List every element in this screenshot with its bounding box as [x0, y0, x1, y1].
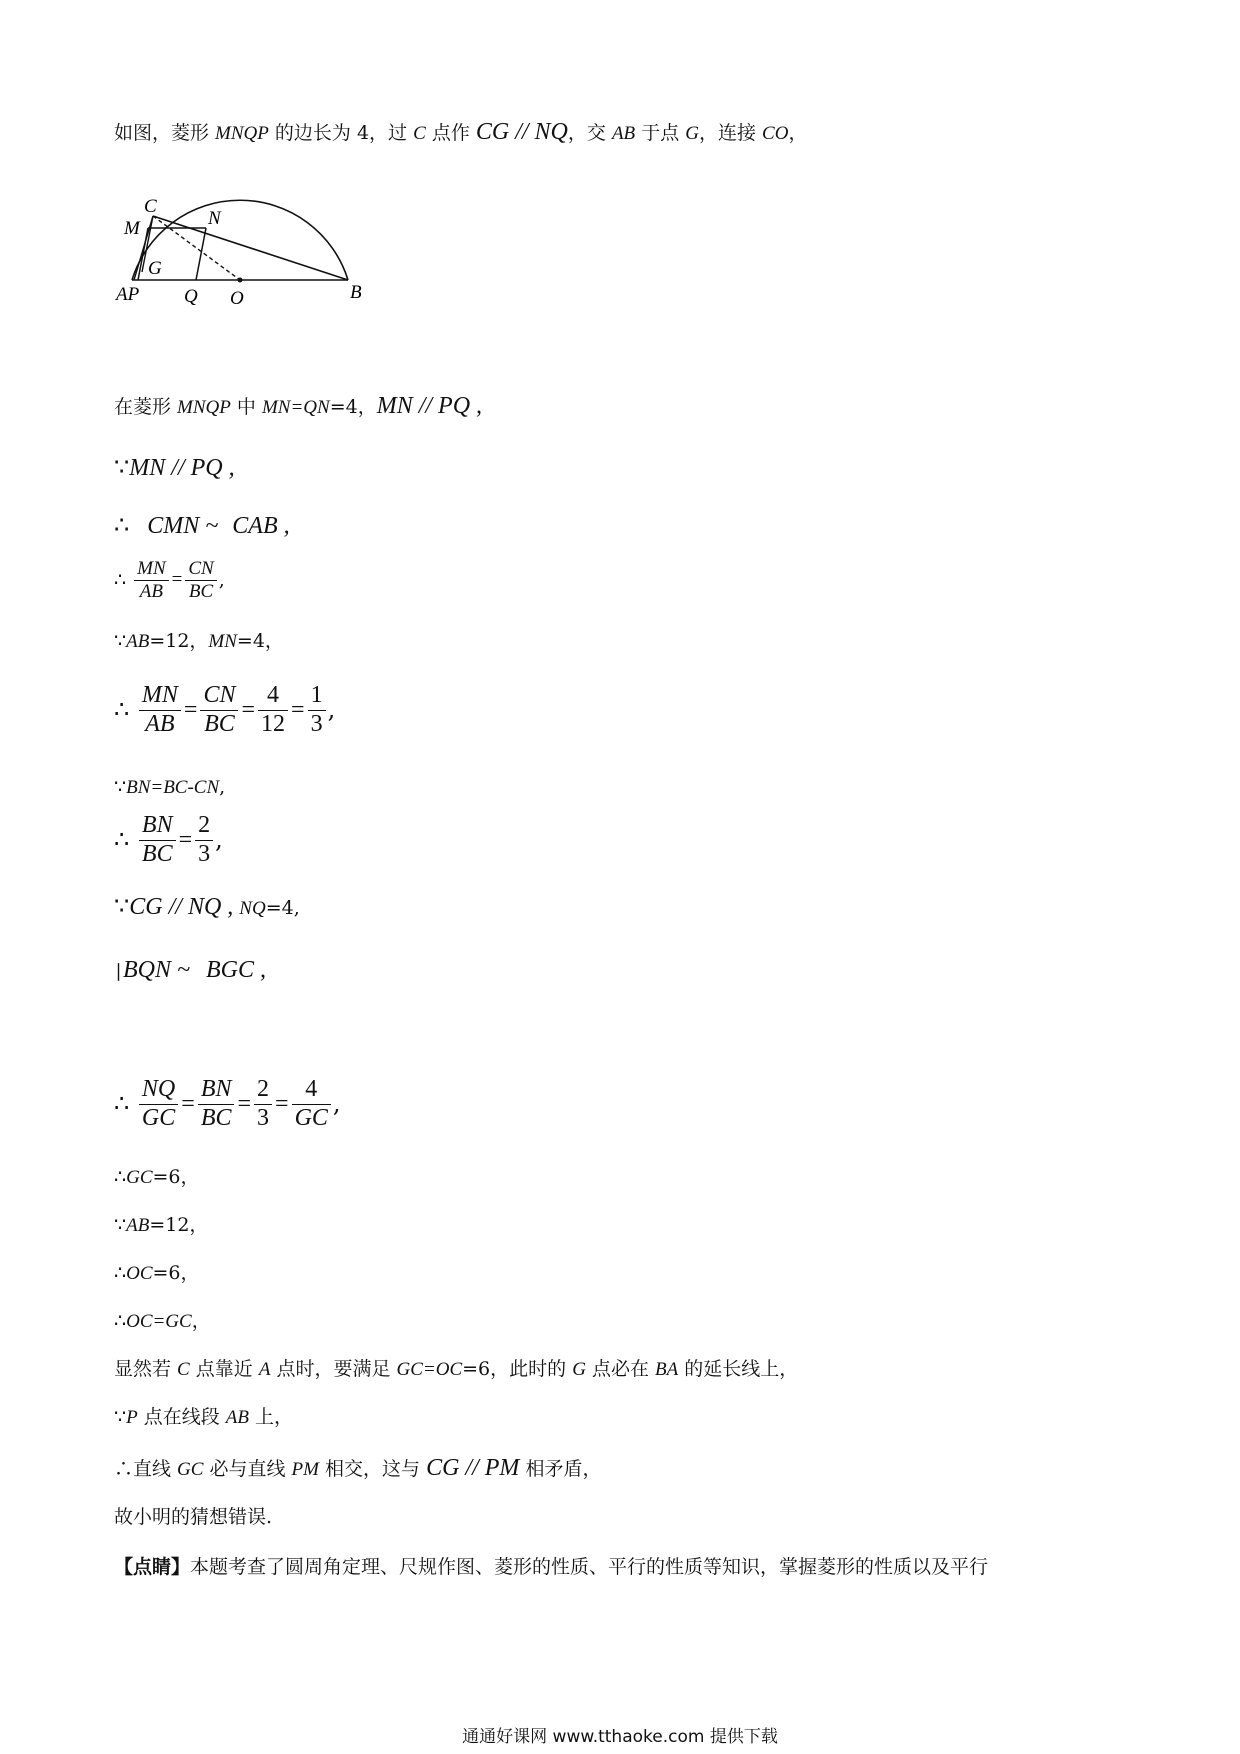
semicircle-arc — [132, 200, 348, 280]
text-line-17: 显然若 C 点靠近 A 点时，要满足 GC=OC=6，此时的 G 点必在 BA 的延长线上， — [114, 1358, 799, 1380]
text-line-20: 故小明的猜想错误. — [114, 1506, 273, 1528]
text-line-15: ∴OC=6， — [114, 1262, 200, 1284]
fraction-2-3-b: $\frac{2}{3}$ — [254, 1076, 272, 1132]
text-line-1: 如图，菱形 MNQP 的边长为 4，过 C 点作 CG // NQ，交 AB 于点 G，连接 CO， — [114, 119, 808, 145]
text-line-18: ∵P 点在线段 AB 上， — [114, 1406, 294, 1428]
text-line-9: ∴ $\frac{BN}{BC}$ = $\frac{2}{3}$ , — [114, 812, 223, 867]
text-line-5: ∴ $\frac{MN}{AB}$ = $\frac{CN}{BC}$ , — [114, 558, 225, 602]
label-g: G — [148, 258, 162, 279]
label-m: M — [124, 218, 140, 239]
page-footer: 通通好课网 www.tthaoke.com 提供下载 — [462, 1727, 778, 1747]
fraction-cn-bc-large: $\frac{CN}{BC}$ — [200, 682, 238, 738]
text-line-16: ∴OC=GC， — [114, 1310, 211, 1332]
label-n: N — [208, 208, 221, 229]
text-line-19: ∴直线 GC 必与直线 PM 相交，这与 CG // PM 相矛盾， — [114, 1455, 602, 1481]
text-line-6: ∵AB=12，MN=4， — [114, 630, 284, 652]
fraction-1-3: $\frac{1}{3}$ — [308, 682, 326, 738]
fraction-mn-ab-large: $\frac{MN}{AB}$ — [139, 682, 181, 738]
text-line-3: ∵MN // PQ , — [114, 455, 235, 481]
segment-co-dashed — [153, 216, 240, 280]
text-line-10: ∵CG // NQ , NQ=4, — [114, 894, 300, 920]
text-line-2: 在菱形 MNQP 中 MN=QN=4，MN // PQ , — [114, 393, 483, 419]
text-line-4: ∴ CMN ~ CAB , — [114, 513, 290, 539]
fraction-mn-ab: $\frac{MN}{AB}$ — [134, 558, 169, 603]
text-line-21: 【点睛】本题考查了圆周角定理、尺规作图、菱形的性质、平行的性质等知识，掌握菱形的性质以及平行 — [114, 1556, 989, 1578]
label-o: O — [230, 288, 244, 309]
fraction-bn-bc: $\frac{BN}{BC}$ — [139, 812, 176, 868]
text-line-8: ∵BN=BC-CN, — [114, 776, 226, 798]
fraction-bn-bc-2: $\frac{BN}{BC}$ — [198, 1076, 235, 1132]
label-q: Q — [184, 286, 198, 307]
fraction-2-3: $\frac{2}{3}$ — [195, 812, 213, 868]
label-ap: AP — [116, 284, 140, 305]
label-b: B — [350, 282, 362, 303]
fraction-4-gc: $\frac{4}{GC}$ — [292, 1076, 331, 1132]
text-line-13: ∴GC=6， — [114, 1166, 200, 1188]
text-line-14: ∵AB=12， — [114, 1214, 209, 1236]
fraction-4-12: $\frac{4}{12}$ — [258, 682, 288, 738]
text-line-12: ∴ $\frac{NQ}{GC}$ = $\frac{BN}{BC}$ = $\frac{2}{3}$ = $\frac{4}{GC}$ , — [114, 1076, 341, 1131]
text-line-11: ∣BQN ~ BGC , — [114, 957, 266, 983]
fraction-cn-bc: $\frac{CN}{BC}$ — [185, 558, 216, 603]
geometry-figure — [110, 190, 380, 310]
point-o — [238, 278, 243, 283]
text-line-7: ∴ $\frac{MN}{AB}$ = $\frac{CN}{BC}$ = $\frac{4}{12}$ = $\frac{1}{3}$ , — [114, 682, 336, 737]
fraction-nq-gc: $\frac{NQ}{GC}$ — [139, 1076, 178, 1132]
segment-cb — [153, 216, 348, 280]
label-c: C — [144, 196, 157, 217]
